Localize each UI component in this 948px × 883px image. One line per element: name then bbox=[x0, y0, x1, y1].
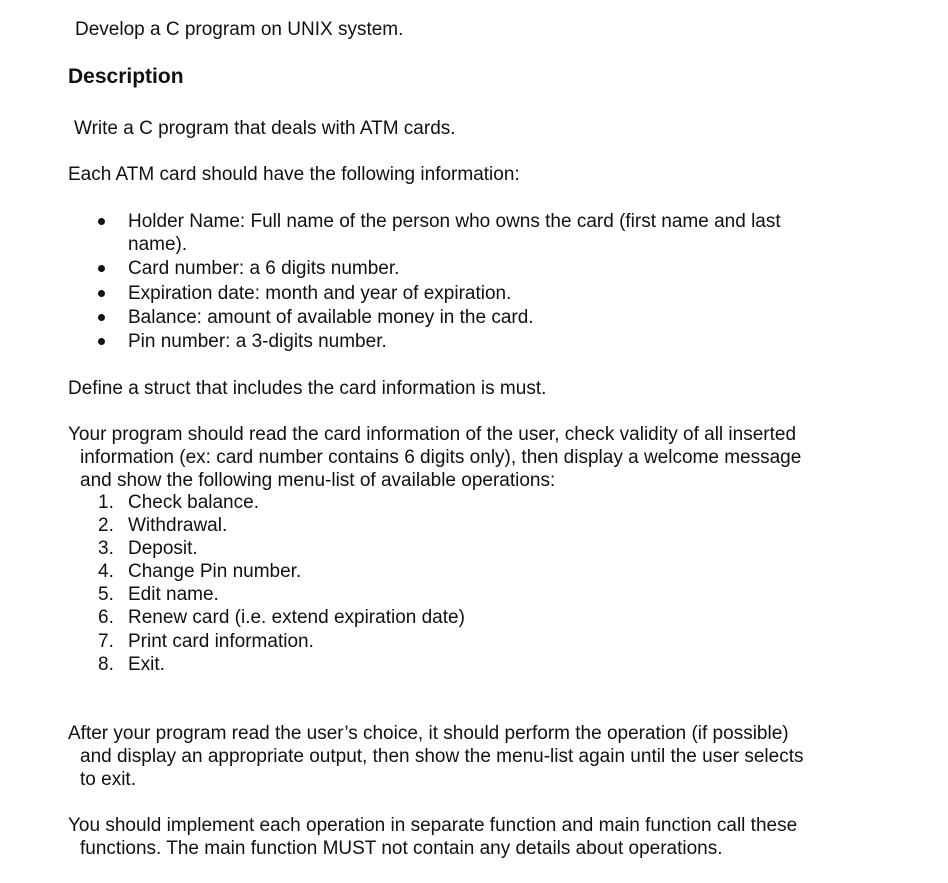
bullet-dot bbox=[98, 265, 105, 272]
menu-item-number: 1. bbox=[98, 492, 114, 513]
bullet-item-expiration-date: Expiration date: month and year of expiration. bbox=[128, 283, 512, 304]
paragraph-3: Define a struct that includes the card information is must. bbox=[68, 378, 547, 399]
menu-item-text: Change Pin number. bbox=[128, 561, 302, 582]
bullet-dot bbox=[98, 338, 105, 345]
paragraph-4-line-1: Your program should read the card information of the user, check validity of all inserted bbox=[68, 424, 797, 445]
paragraph-5-line-2: and display an appropriate output, then show the menu-list again until the user selects bbox=[80, 746, 804, 767]
menu-item-number: 5. bbox=[98, 584, 114, 605]
bullet-item-holder-name: Holder Name: Full name of the person who owns the card (first name and last bbox=[128, 211, 781, 232]
bullet-item-holder-name-cont: name). bbox=[128, 234, 188, 255]
menu-item-number: 7. bbox=[98, 631, 114, 652]
intro-line: Develop a C program on UNIX system. bbox=[75, 19, 404, 40]
menu-item-number: 8. bbox=[98, 654, 114, 675]
menu-item-text: Edit name. bbox=[128, 584, 219, 605]
paragraph-5-line-1: After your program read the user’s choice, it should perform the operation (if possible) bbox=[68, 723, 789, 744]
bullet-item-pin-number: Pin number: a 3-digits number. bbox=[128, 331, 387, 352]
menu-item-text: Deposit. bbox=[128, 538, 198, 559]
bullet-dot bbox=[98, 218, 105, 225]
menu-item-text: Exit. bbox=[128, 654, 165, 675]
paragraph-1: Write a C program that deals with ATM cards. bbox=[74, 118, 456, 139]
bullet-dot bbox=[98, 290, 105, 297]
menu-item-number: 4. bbox=[98, 561, 114, 582]
paragraph-2: Each ATM card should have the following information: bbox=[68, 164, 520, 185]
paragraph-5-line-3: to exit. bbox=[80, 769, 136, 790]
menu-item-text: Renew card (i.e. extend expiration date) bbox=[128, 607, 465, 628]
menu-item-number: 2. bbox=[98, 515, 114, 536]
menu-item-text: Withdrawal. bbox=[128, 515, 228, 536]
bullet-item-balance: Balance: amount of available money in the card. bbox=[128, 307, 534, 328]
paragraph-4-line-2: information (ex: card number contains 6 digits only), then display a welcome message bbox=[80, 447, 802, 468]
bullet-item-card-number: Card number: a 6 digits number. bbox=[128, 258, 400, 279]
paragraph-6-line-1: You should implement each operation in separate function and main function call these bbox=[68, 815, 798, 836]
paragraph-6-line-2: functions. The main function MUST not contain any details about operations. bbox=[80, 838, 723, 859]
menu-item-number: 3. bbox=[98, 538, 114, 559]
bullet-dot bbox=[98, 314, 105, 321]
menu-item-text: Check balance. bbox=[128, 492, 259, 513]
menu-item-text: Print card information. bbox=[128, 631, 314, 652]
section-heading: Description bbox=[68, 65, 184, 88]
menu-item-number: 6. bbox=[98, 607, 114, 628]
paragraph-4-line-3: and show the following menu-list of available operations: bbox=[80, 470, 556, 491]
